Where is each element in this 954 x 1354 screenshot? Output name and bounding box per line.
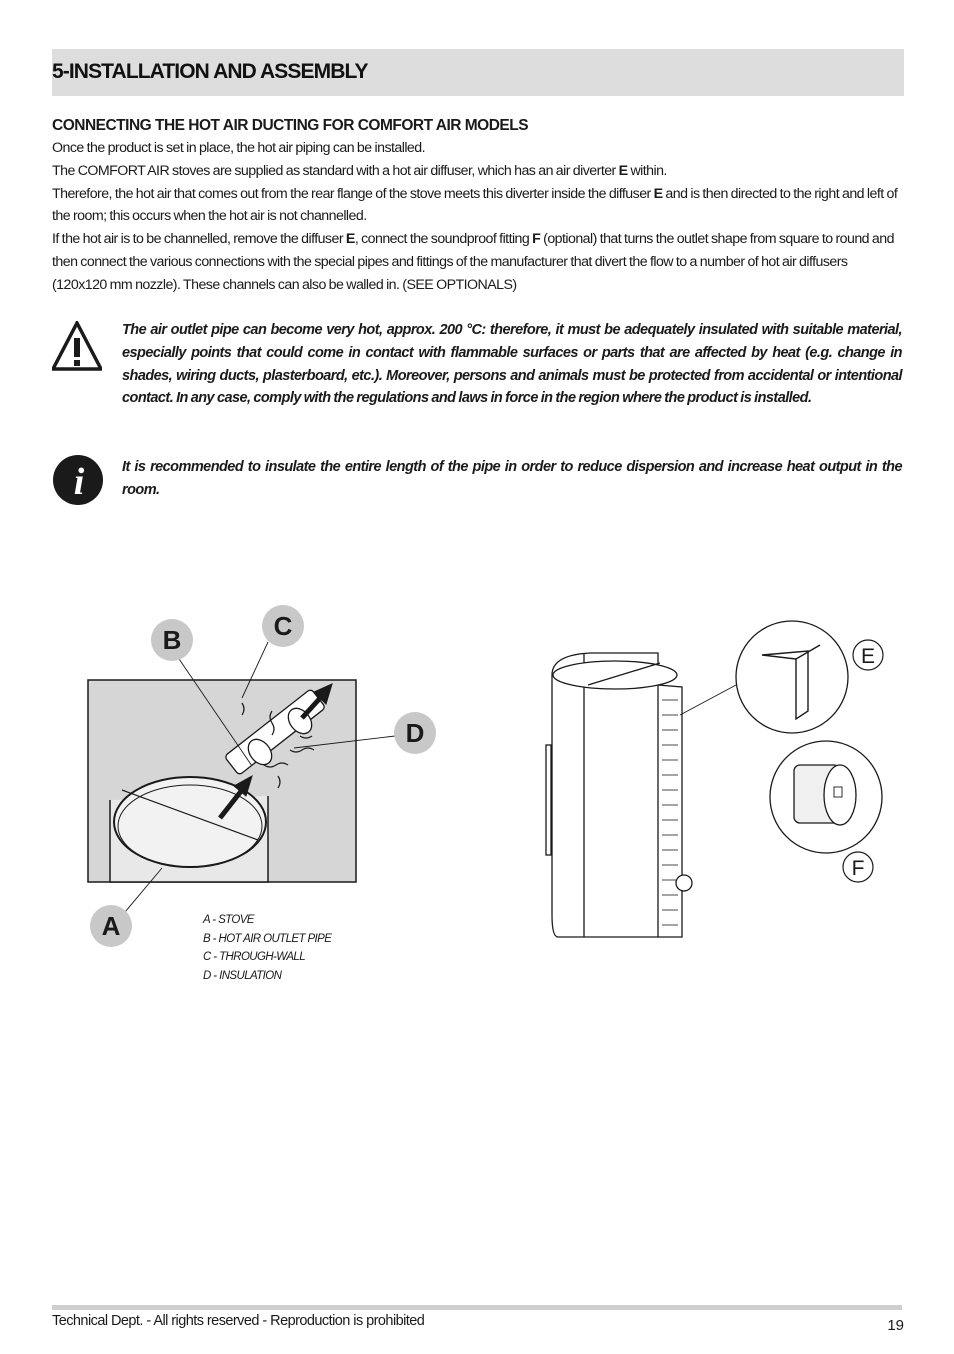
paragraph — [52, 137, 902, 160]
body-text — [52, 137, 902, 297]
legend-item: A - STOVE — [203, 914, 254, 926]
callout-d-label: D — [405, 718, 425, 748]
paragraph-text: Once the product is set in place, the hot air piping can be installed. — [52, 140, 425, 156]
part-ref: E — [618, 162, 628, 179]
legend-item: C - THROUGH-WALL — [203, 951, 305, 963]
callout-b-label: B — [162, 625, 182, 655]
callout-b — [151, 619, 193, 661]
part-ref: E — [653, 185, 663, 202]
info-note: It is recommended to insulate the entire length of the pipe in order to reduce dispersion and increase heat output in the room. — [122, 459, 902, 498]
paragraph-text: The COMFORT AIR stoves are supplied as standard with a hot air diffuser, which has an air diverter — [52, 162, 619, 179]
paragraph-text: and is then directed to the right and left of the room; this occurs when the hot air is not channelled. — [52, 185, 898, 225]
part-ref: F — [532, 231, 541, 248]
paragraph-text: , connect the soundproof fitting — [354, 231, 533, 248]
stove-rear-view — [546, 653, 692, 937]
warning-note: The air outlet pipe can become very hot, approx. 200 °C: therefore, it must be adequately insulated with suitable material, especially points that could come in contact with flammable surfaces or parts that are affected by heat (e.g. change in shades, wiring ducts, plasterboard, etc.). Moreover, persons and animals must be protected from accidental or intentional contact. In any case, comply with the regulations and laws in force in the region where the product is installed. — [122, 322, 902, 407]
legend-item: D - INSULATION — [203, 969, 282, 982]
paragraph-text: within. — [627, 162, 667, 179]
diffuser-detail — [736, 621, 848, 733]
fitting-detail — [770, 741, 882, 853]
callout-c — [262, 605, 304, 647]
paragraph — [52, 183, 902, 229]
callout-e-label: E — [860, 645, 876, 668]
ducting-installation-figure — [82, 600, 452, 960]
callout-a — [90, 905, 132, 947]
part-ref: E — [345, 231, 355, 248]
callout-a-label: A — [101, 911, 121, 941]
section-title: 5-INSTALLATION AND ASSEMBLY — [52, 60, 368, 83]
callout-e — [853, 640, 883, 670]
page-number: 19 — [887, 1317, 904, 1334]
footer-rule — [52, 1305, 902, 1310]
info-icon — [52, 454, 104, 506]
paragraph-text: If the hot air is to be channelled, remove the diffuser — [52, 231, 346, 248]
callout-d — [394, 712, 436, 754]
legend-item: B - HOT AIR OUTLET PIPE — [203, 932, 332, 945]
callout-c-label: C — [273, 611, 293, 641]
callout-f — [843, 852, 873, 882]
stove-rear-figure — [540, 615, 890, 950]
svg-text:i: i — [73, 461, 85, 503]
paragraph-text: (optional) that turns the outlet shape from square to round and then connect the various connections with the special pipes and fittings of the manufacturer that divert the flow to a number of hot air diffusers (120x120 mm nozzle). These channels can also be walled in. (SEE OPTIONALS) — [52, 231, 894, 293]
footer-text: Technical Dept. - All rights reserved - Reproduction is prohibited — [52, 1313, 425, 1329]
paragraph — [52, 160, 902, 183]
warning-triangle-icon — [52, 321, 102, 371]
paragraph — [52, 228, 902, 296]
figure-legend — [203, 911, 331, 985]
subheading: CONNECTING THE HOT AIR DUCTING FOR COMFORT AIR MODELS — [52, 117, 529, 134]
rear-grille — [662, 700, 678, 925]
paragraph-text: Therefore, the hot air that comes out from the rear flange of the stove meets this diverter inside the diffuser — [52, 185, 654, 202]
callout-f-label: F — [851, 857, 865, 880]
